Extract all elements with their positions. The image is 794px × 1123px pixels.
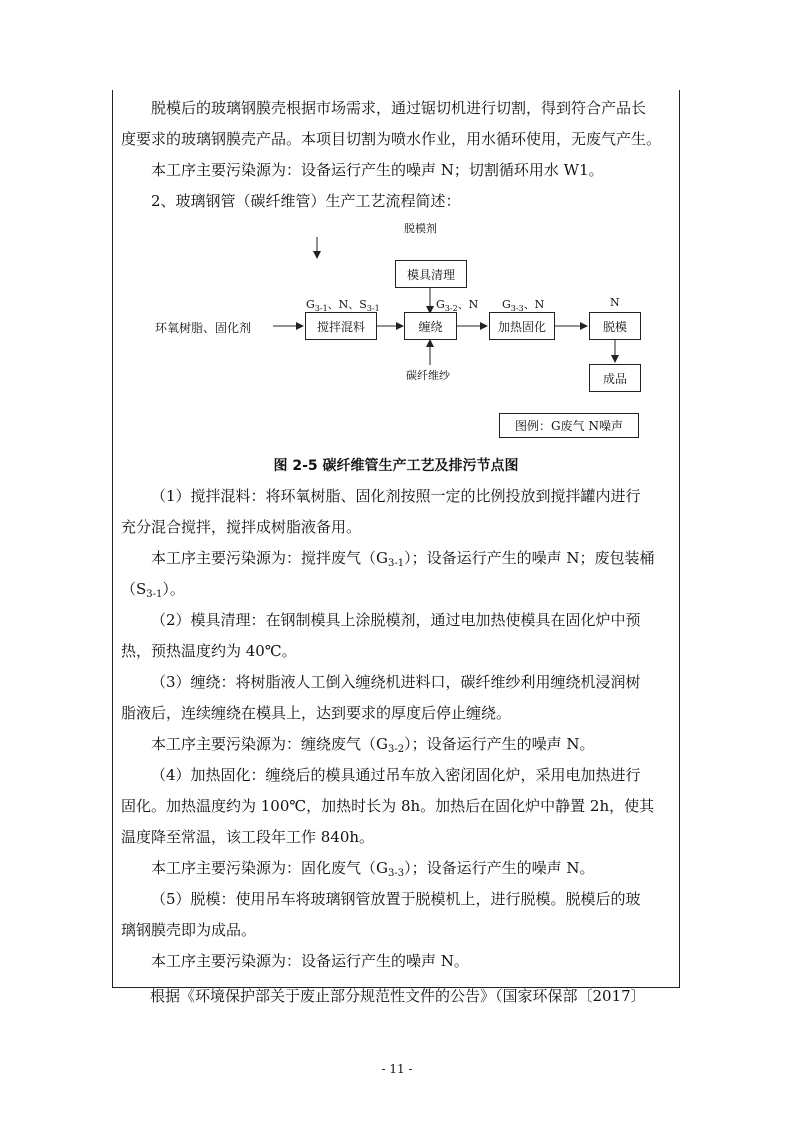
mix-emission-label: $G_{3-1}$、N、$S_{3-1}$ bbox=[306, 298, 380, 313]
wind-box: 缠绕 bbox=[404, 312, 457, 340]
paragraph-line: （5）脱模：使用吊车将玻璃钢管放置于脱模机上，进行脱模。脱模后的玻 bbox=[151, 890, 641, 908]
paragraph-line: 充分混合搅拌，搅拌成树脂液备用。 bbox=[121, 518, 362, 536]
demold-emission-label: N bbox=[610, 296, 620, 309]
paragraph-line: 本工序主要污染源为：设备运行产生的噪声 N。 bbox=[151, 952, 469, 970]
paragraph-line: 璃钢膜壳即为成品。 bbox=[121, 921, 257, 939]
cure-box: 加热固化 bbox=[489, 312, 555, 340]
section-heading: 2、玻璃钢管（碳纤维管）生产工艺流程简述： bbox=[151, 192, 461, 210]
paragraph-line: 热，预热温度约为 40℃。 bbox=[121, 642, 297, 660]
page-number: - 11 - bbox=[381, 1062, 413, 1076]
paragraph-line: 脱模后的玻璃钢膜壳根据市场需求，通过锯切机进行切割，得到符合产品长 bbox=[151, 99, 647, 117]
mold-clean-box: 模具清理 bbox=[395, 260, 467, 288]
wind-emission-label: $G_{3-2}$、N bbox=[436, 298, 479, 313]
content-frame bbox=[112, 90, 680, 988]
paragraph-line: 脂液后，连续缠绕在模具上，达到要求的厚度后停止缠绕。 bbox=[121, 704, 512, 722]
paragraph-line-last: 根据《环境保护部关于废止部分规范性文件的公告》（国家环保部〔2017〕 bbox=[150, 987, 646, 1005]
demold-box: 脱模 bbox=[589, 312, 641, 340]
paragraph-line: 本工序主要污染源为：搅拌废气$(G_{3-1})$；设备运行产生的噪声 N；废包装桶 bbox=[151, 549, 655, 569]
paragraph-line: 本工序主要污染源为：缠绕废气$(G_{3-2})$；设备运行产生的噪声 N。 bbox=[151, 735, 595, 755]
paragraph-line: 本工序主要污染源为：设备运行产生的噪声 N；切割循环用水 W1。 bbox=[151, 161, 604, 179]
raw-material-label: 环氧树脂、固化剂 bbox=[155, 321, 252, 335]
product-box: 成品 bbox=[589, 364, 641, 392]
process-flow-diagram bbox=[113, 90, 681, 450]
paragraph-line: 固化。加热温度约为 100℃，加热时长为 8h。加热后在固化炉中静置 2h，使其 bbox=[121, 797, 655, 815]
paragraph-line: 度要求的玻璃钢膜壳产品。本项目切割为喷水作业，用水循环使用，无废气产生。 bbox=[121, 130, 662, 148]
paragraph-line: （1）搅拌混料：将环氧树脂、固化剂按照一定的比例投放到搅拌罐内进行 bbox=[151, 487, 641, 505]
paragraph-line: 温度降至常温，该工段年工作 840h。 bbox=[121, 828, 375, 846]
cure-emission-label: $G_{3-3}$、N bbox=[502, 298, 545, 313]
fiber-label: 碳纤维纱 bbox=[406, 369, 450, 382]
figure-caption: 图 2-5 碳纤维管生产工艺及排污节点图 bbox=[273, 458, 519, 474]
paragraph-line: （2）模具清理：在钢制模具上涂脱模剂，通过电加热使模具在固化炉中预 bbox=[151, 611, 641, 629]
paragraph-line: 本工序主要污染源为：固化废气$(G_{3-3})$；设备运行产生的噪声 N。 bbox=[151, 859, 595, 879]
paragraph-line: $(S_{3-1})$。 bbox=[121, 580, 185, 600]
legend-box: 图例：G废气 N噪声 bbox=[499, 413, 639, 438]
paragraph-line: （3）缠绕：将树脂液人工倒入缠绕机进料口，碳纤维纱利用缠绕机浸润树 bbox=[151, 673, 641, 691]
paragraph-line: （4）加热固化：缠绕后的模具通过吊车放入密闭固化炉，采用电加热进行 bbox=[151, 766, 641, 784]
mix-box: 搅拌混料 bbox=[305, 312, 377, 340]
release-agent-label: 脱模剂 bbox=[404, 222, 437, 235]
